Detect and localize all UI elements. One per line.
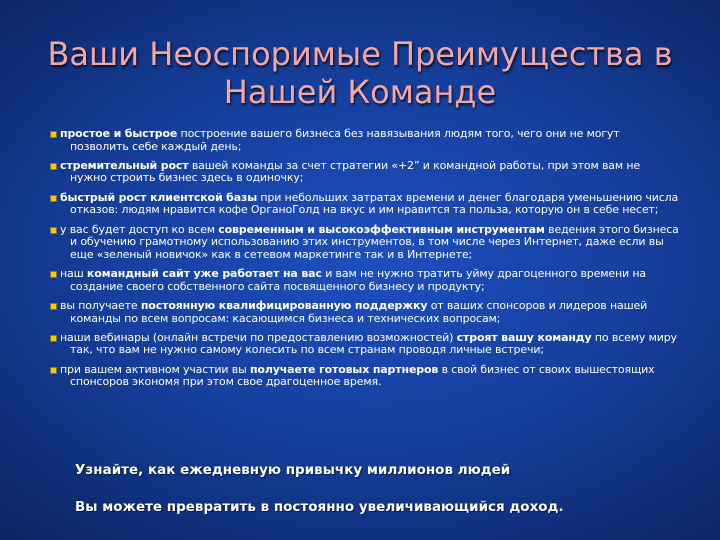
bullet-emphasis: постоянную квалифицированную поддержку: [140, 298, 428, 312]
bullet-emphasis: быстрый рост клиентской базы: [60, 190, 258, 204]
slide-title: Ваши Неоспоримые Преимущества в Нашей Команде: [47, 35, 673, 112]
bullet-prefix: у вас будет доступ ко всем: [60, 222, 219, 236]
list-item: [60, 268, 680, 293]
bullet-emphasis: современным и высокоэффективным инструментам: [218, 222, 545, 236]
bullet-text: в свой бизнес от своих вышестоящих спонсоров экономя при этом свое драгоценное время.: [70, 362, 655, 389]
list-item: [60, 364, 680, 389]
bullet-text: вашей команды за счет стратегии «+2” и командной работы, при этом вам не нужно строить бизнес здесь в одиночку;: [70, 158, 641, 185]
square-bullet-icon: [50, 131, 57, 138]
bullet-text: при небольших затратах времени и денег благодаря уменьшению числа отказов: людям нравится кофе ОрганоГолд на вкус и им нравится та польза, которую он в себе несет;: [70, 190, 679, 217]
bullet-emphasis: командный сайт уже работает на вас: [86, 267, 322, 281]
bullet-text: ведения этого бизнеса и обучению грамотному использованию этих инструментов, в том числе через Интернет, даже если вы еще «зеленый новичок» как в сетевом маркетинге так и в Интернете;: [70, 222, 679, 261]
bullet-prefix: наши вебинары (онлайн встречи по предоставлению возможностей): [60, 330, 457, 344]
bullet-text: построение вашего бизнеса без навязывания людям того, чего они не могут позволить себе каждый день;: [70, 127, 620, 153]
list-item: [60, 300, 680, 325]
square-bullet-icon: [50, 367, 57, 374]
list-item: [60, 224, 680, 262]
list-item: [60, 128, 680, 153]
bullet-emphasis: простое и быстрое: [60, 127, 178, 140]
square-bullet-icon: [50, 271, 57, 278]
bullet-text: и вам не нужно тратить уйму драгоценного времени на создание своего собственного сайта посвященного бизнесу и продукту;: [70, 267, 647, 293]
list-item: [60, 332, 680, 357]
bullet-text: по всему миру так, что вам не нужно самому колесить по всем странам проводя личные встречи;: [70, 330, 677, 357]
square-bullet-icon: [50, 163, 57, 170]
bullet-prefix: вы получаете: [60, 298, 141, 312]
bullet-emphasis: строят вашу команду: [456, 330, 592, 344]
bullet-text: от ваших спонсоров и лидеров нашей команды по всем вопросам: касающимся бизнеса и технических вопросам;: [70, 298, 648, 325]
square-bullet-icon: [50, 303, 57, 310]
square-bullet-icon: [50, 195, 57, 202]
closing-line-2: Вы можете превратить в постоянно увеличивающийся доход.: [75, 499, 564, 515]
square-bullet-icon: [50, 227, 57, 234]
closing-line-1: Узнайте, как ежедневную привычку миллионов людей: [75, 462, 511, 478]
advantages-list: [60, 128, 680, 396]
list-item: [60, 160, 680, 185]
list-item: [60, 192, 680, 217]
bullet-prefix: при вашем активном участии вы: [60, 362, 250, 376]
bullet-emphasis: стремительный рост: [60, 158, 189, 172]
bullet-prefix: наш: [60, 267, 87, 281]
square-bullet-icon: [50, 335, 57, 342]
bullet-emphasis: получаете готовых партнеров: [249, 362, 439, 376]
